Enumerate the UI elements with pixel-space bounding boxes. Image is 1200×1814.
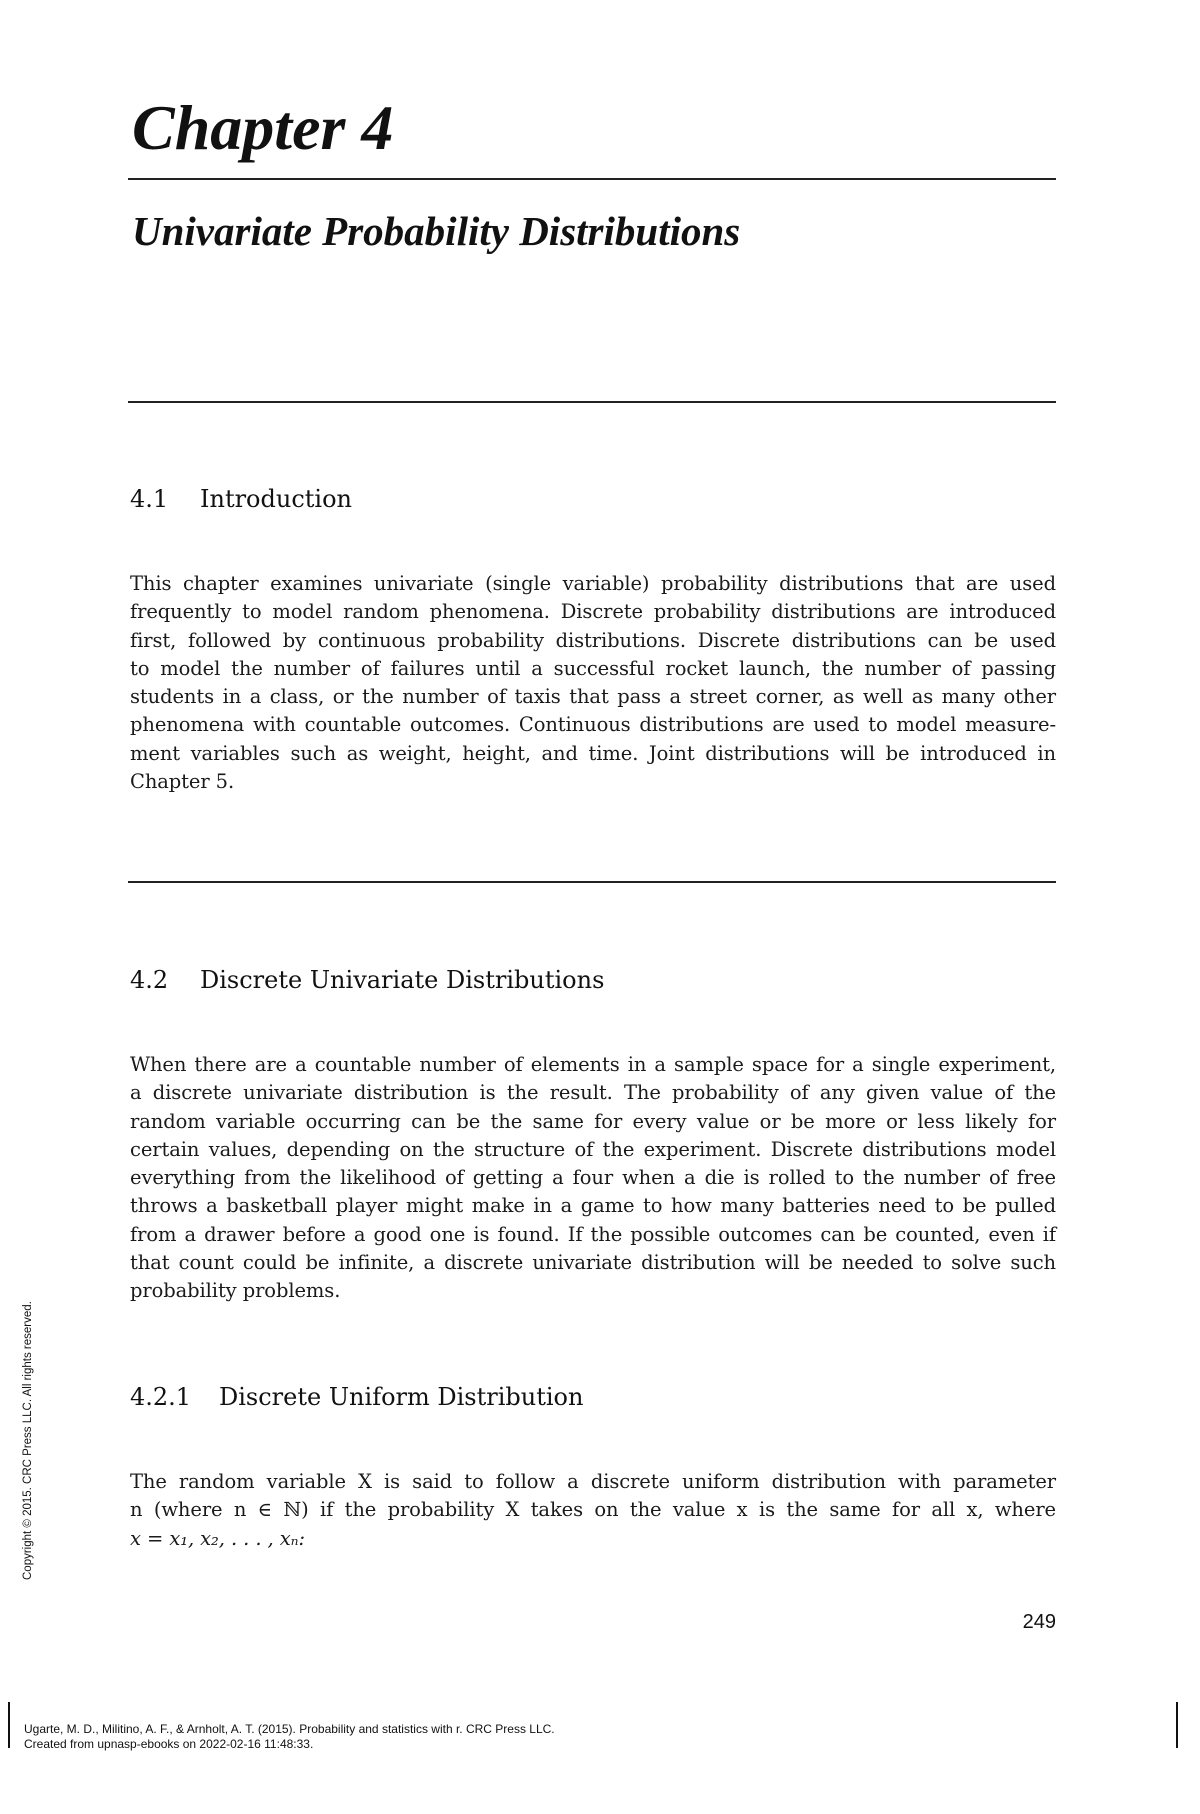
- footer-bar-left: [8, 1702, 10, 1748]
- paragraph-line: a discrete univariate distribution is the result. The probability of any given value of the: [130, 1081, 1056, 1105]
- subsection-number: 4.2.1: [130, 1383, 192, 1411]
- paragraph-line: This chapter examines univariate (single variable) probability distributions that are used: [130, 572, 1056, 595]
- section-heading-discrete-univariate: [130, 965, 604, 995]
- paragraph-line: students in a class, or the number of taxis that pass a street corner, as well as many other: [130, 685, 1056, 709]
- paragraph-line: ment variables such as weight, height, and time. Joint distributions will be introduced in: [130, 741, 1056, 765]
- uniform-paragraph: [130, 1468, 1056, 1553]
- section-rule: [128, 881, 1056, 883]
- side-copyright: Copyright © 2015. CRC Press LLC. All rights reserved.: [22, 1301, 34, 1580]
- paragraph-line: certain values, depending on the structure of the experiment. Discrete distributions model: [130, 1137, 1056, 1161]
- paragraph-line-math: x = x₁, x₂, . . . , xₙ:: [130, 1526, 305, 1550]
- paragraph-line: When there are a countable number of elements in a sample space for a single experiment,: [130, 1053, 1056, 1076]
- subsection-title: Discrete Uniform Distribution: [219, 1383, 584, 1411]
- section-title: Introduction: [200, 485, 352, 513]
- section-number: 4.1: [130, 485, 169, 513]
- paragraph-line: n (where n ∈ ℕ) if the probability X takes on the value x is the same for all x, where: [130, 1498, 1056, 1522]
- page-number: 249: [1022, 1611, 1056, 1633]
- subsection-heading-discrete-uniform: [130, 1382, 583, 1412]
- introduction-paragraph: [130, 570, 1056, 796]
- section-title: Discrete Univariate Distributions: [200, 966, 605, 994]
- footer-citation: Ugarte, M. D., Militino, A. F., & Arnholt, A. T. (2015). Probability and statistics with r. CRC Press LLC.: [24, 1722, 555, 1736]
- paragraph-line: everything from the likelihood of getting a four when a die is rolled to the number of free: [130, 1166, 1056, 1190]
- discrete-paragraph: [130, 1051, 1056, 1306]
- chapter-rule-top: [128, 178, 1056, 180]
- paragraph-line: frequently to model random phenomena. Discrete probability distributions are introduced: [130, 600, 1056, 624]
- paragraph-line: throws a basketball player might make in a game to how many batteries need to be pulled: [130, 1194, 1056, 1218]
- chapter-rule-bottom: [128, 401, 1056, 403]
- chapter-label: Chapter 4: [132, 92, 394, 163]
- paragraph-line: The random variable X is said to follow a discrete uniform distribution with parameter: [130, 1470, 1056, 1493]
- footer-bar-right: [1176, 1702, 1178, 1748]
- paragraph-line: random variable occurring can be the same for every value or be more or less likely for: [130, 1109, 1056, 1133]
- paragraph-line: from a drawer before a good one is found. If the possible outcomes can be counted, even if: [130, 1222, 1056, 1246]
- section-heading-introduction: [130, 484, 352, 514]
- paragraph-line: phenomena with countable outcomes. Continuous distributions are used to model measure-: [130, 713, 1056, 737]
- section-number: 4.2: [130, 966, 169, 994]
- chapter-title: Univariate Probability Distributions: [132, 208, 741, 254]
- paragraph-line: to model the number of failures until a successful rocket launch, the number of passing: [130, 656, 1056, 680]
- footer: [24, 1722, 555, 1752]
- paragraph-line: first, followed by continuous probability distributions. Discrete distributions can be used: [130, 628, 1056, 652]
- footer-created: Created from upnasp-ebooks on 2022-02-16 11:48:33.: [24, 1737, 314, 1751]
- paragraph-line: probability problems.: [130, 1279, 341, 1303]
- paragraph-line: that count could be infinite, a discrete univariate distribution will be needed to solve such: [130, 1251, 1056, 1275]
- paragraph-line: Chapter 5.: [130, 770, 235, 794]
